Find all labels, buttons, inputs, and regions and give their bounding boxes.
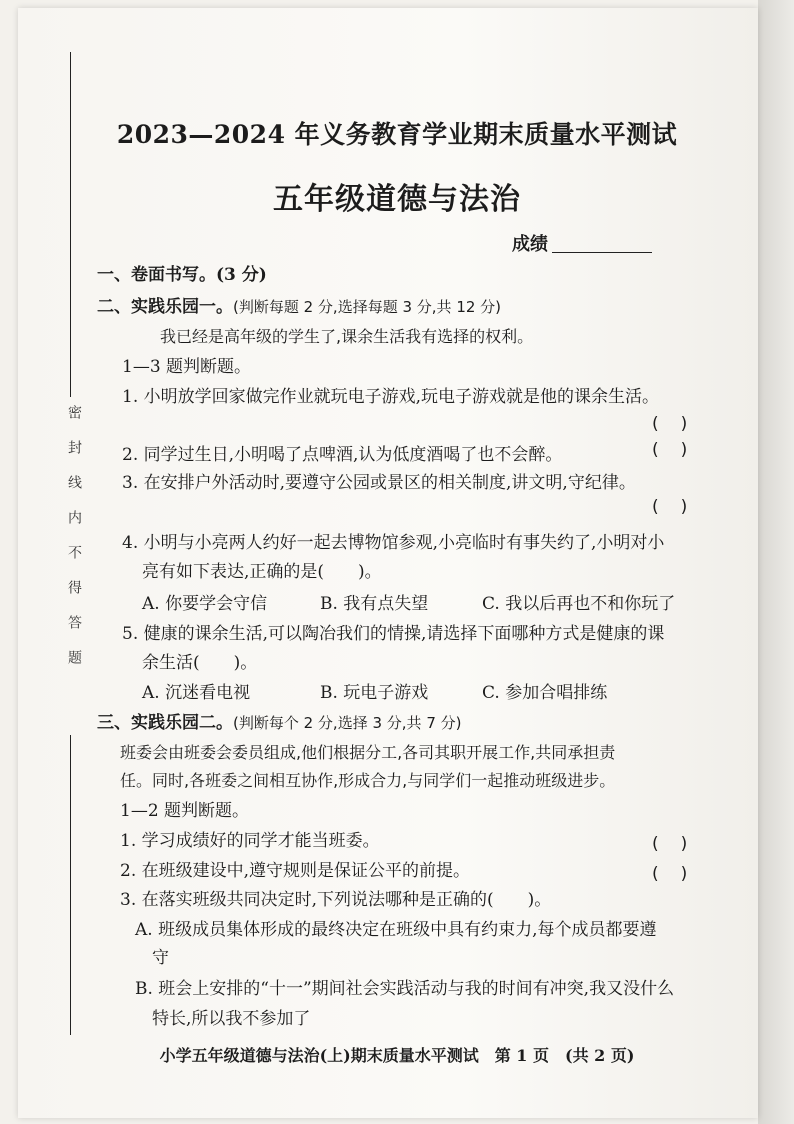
s3-q1-answer-blank[interactable]: () — [652, 834, 710, 854]
section-3-intro-line2: 任。同时,各班委之间相互协作,形成合力,与同学们一起推动班级进步。 — [120, 771, 616, 790]
exam-subject: 五年级道德与法治 — [273, 182, 521, 217]
adjacent-page-edge — [758, 0, 794, 1124]
s3-q3-option-a-line2: 守 — [152, 948, 169, 968]
binding-notice: 密封线内不得答题 — [66, 405, 82, 685]
s2-q3-answer-blank[interactable]: () — [652, 497, 710, 517]
binding-line-bottom — [70, 735, 71, 1035]
s3-question-3: 3. 在落实班级共同决定时,下列说法哪种是正确的( )。 — [120, 890, 552, 910]
section-2-judge-intro: 1—3 题判断题。 — [122, 357, 252, 377]
s2-q5-option-a[interactable]: A. 沉迷看电视 — [142, 683, 251, 703]
section-3-note: (判断每个 2 分,选择 3 分,共 7 分) — [233, 714, 462, 732]
s2-q5-option-b[interactable]: B. 玩电子游戏 — [320, 683, 429, 703]
s2-q5-option-c[interactable]: C. 参加合唱排练 — [482, 683, 608, 703]
s3-q3-option-b-line2: 特长,所以我不参加了 — [152, 1009, 311, 1029]
page-footer: 小学五年级道德与法治(上)期末质量水平测试 第 1 页 (共 2 页) — [159, 1046, 635, 1065]
s3-q3-option-b-line1[interactable]: B. 班会上安排的“十一”期间社会实践活动与我的时间有冲突,我又没什么 — [135, 979, 675, 999]
exam-title: 2023—2024 年义务教育学业期末质量水平测试 — [116, 120, 678, 149]
s2-question-5-line1: 5. 健康的课余生活,可以陶冶我们的情操,请选择下面哪种方式是健康的课 — [122, 624, 665, 644]
score-label: 成绩 — [512, 234, 548, 255]
section-3-title: 三、实践乐园二。 — [97, 713, 233, 733]
s2-question-2: 2. 同学过生日,小明喝了点啤酒,认为低度酒喝了也不会醉。 — [122, 445, 563, 465]
section-3-judge-intro: 1—2 题判断题。 — [120, 801, 250, 821]
section-2-title: 二、实践乐园一。 — [97, 297, 233, 317]
s2-q4-option-c[interactable]: C. 我以后再也不和你玩了 — [482, 594, 676, 614]
binding-line-top — [70, 52, 71, 397]
section-2-header — [97, 292, 501, 317]
section-3-header — [97, 708, 461, 733]
s2-question-4-line2: 亮有如下表达,正确的是( )。 — [142, 562, 382, 582]
s2-q1-answer-blank[interactable]: () — [652, 414, 710, 434]
s3-q3-option-a-line1[interactable]: A. 班级成员集体形成的最终决定在班级中具有约束力,每个成员都要遵 — [135, 920, 657, 940]
s2-q2-answer-blank[interactable]: () — [652, 440, 710, 460]
s2-question-4-line1: 4. 小明与小亮两人约好一起去博物馆参观,小亮临时有事失约了,小明对小 — [122, 533, 665, 553]
s3-q2-answer-blank[interactable]: () — [652, 864, 710, 884]
s3-question-2: 2. 在班级建设中,遵守规则是保证公平的前提。 — [120, 861, 471, 881]
section-3-intro-line1: 班委会由班委会委员组成,他们根据分工,各司其职开展工作,共同承担责 — [120, 743, 616, 762]
s3-question-1: 1. 学习成绩好的同学才能当班委。 — [120, 831, 380, 851]
s2-question-5-line2: 余生活( )。 — [142, 653, 258, 673]
section-2-intro: 我已经是高年级的学生了,课余生活我有选择的权利。 — [160, 327, 534, 346]
section-2-note: (判断每题 2 分,选择每题 3 分,共 12 分) — [233, 298, 502, 316]
s2-q4-option-a[interactable]: A. 你要学会守信 — [142, 594, 268, 614]
s2-q4-option-b[interactable]: B. 我有点失望 — [320, 594, 429, 614]
section-1-title: 一、卷面书写。(3 分) — [97, 265, 267, 285]
s2-question-3: 3. 在安排户外活动时,要遵守公园或景区的相关制度,讲文明,守纪律。 — [122, 473, 636, 493]
s2-question-1: 1. 小明放学回家做完作业就玩电子游戏,玩电子游戏就是他的课余生活。 — [122, 387, 660, 407]
score-blank[interactable] — [552, 252, 652, 253]
